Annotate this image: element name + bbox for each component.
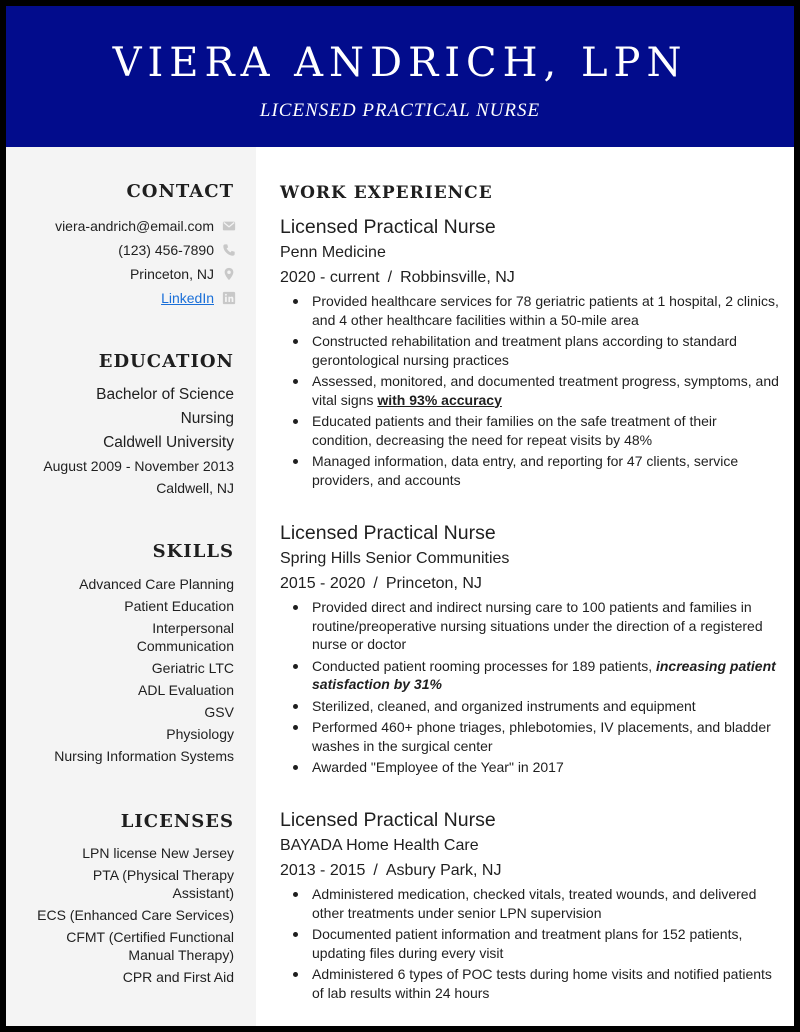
contact-email xyxy=(55,215,236,237)
contact-location xyxy=(130,263,236,285)
phone-text: (123) 456-7890 xyxy=(118,242,214,258)
work-experience-heading: WORK EXPERIENCE xyxy=(280,183,493,203)
licenses-list xyxy=(34,844,234,990)
job-location: Princeton, NJ xyxy=(385,575,482,592)
map-pin-icon xyxy=(222,267,236,281)
job-location: Robbinsville, NJ xyxy=(400,269,515,286)
contact-linkedin xyxy=(161,287,236,309)
job-entry xyxy=(280,214,780,492)
bullet-item: Constructed rehabilitation and treatment plans according to standard gerontological nursing practices xyxy=(280,332,780,369)
skill-item: ADL Evaluation xyxy=(138,682,234,698)
job-meta xyxy=(280,859,780,883)
location-text: Princeton, NJ xyxy=(129,266,214,282)
contact-heading: CONTACT xyxy=(126,181,234,202)
education-heading: EDUCATION xyxy=(98,351,234,372)
job-company: Penn Medicine xyxy=(280,244,386,261)
job-entry xyxy=(280,807,780,1005)
job-title: Licensed Practical Nurse xyxy=(280,522,496,544)
email-text[interactable]: viera-andrich@email.com xyxy=(55,218,214,234)
bullet-highlight: increasing patient satisfaction by 31% xyxy=(312,657,776,692)
bullet-item: Provided healthcare services for 78 geriatric patients at 1 hospital, 2 clinics, and 4 other healthcare facilities within a 50-mile area xyxy=(280,292,780,329)
job-bullets xyxy=(280,598,780,777)
job-separator: / xyxy=(373,575,378,592)
bullet-item: Performed 460+ phone triages, phlebotomies, IV placements, and bladder washes in the surgical center xyxy=(280,718,780,755)
bullet-highlight: with 93% accuracy xyxy=(377,391,502,408)
bullet-item: Sterilized, cleaned, and organized instruments and equipment xyxy=(280,697,780,716)
license-item: ECS (Enhanced Care Services) xyxy=(37,907,234,923)
skill-item: Physiology xyxy=(166,726,234,742)
skill-item: Interpersonal Communication xyxy=(136,620,234,654)
bullet-item: Documented patient information and treatment plans for 152 patients, updating files during every visit xyxy=(280,925,780,962)
licenses-heading: LICENSES xyxy=(120,811,234,832)
education-location: Caldwell, NJ xyxy=(156,480,234,496)
education-entry xyxy=(14,383,234,499)
license-item: PTA (Physical Therapy Assistant) xyxy=(92,867,234,901)
license-item: CFMT (Certified Functional Manual Therapy) xyxy=(66,929,234,963)
sidebar xyxy=(6,147,256,1026)
linkedin-link[interactable]: LinkedIn xyxy=(161,290,214,306)
skill-item: GSV xyxy=(204,704,234,720)
education-dates: August 2009 - November 2013 xyxy=(43,458,234,474)
school: Caldwell University xyxy=(103,434,234,451)
skill-item: Nursing Information Systems xyxy=(54,748,234,764)
job-bullets xyxy=(280,885,780,1002)
job-dates: 2020 - current xyxy=(280,269,380,286)
bullet-text: Assessed, monitored, and documented treatment progress, symptoms, and vital signs xyxy=(312,373,779,408)
job-meta xyxy=(280,572,780,596)
skill-item: Advanced Care Planning xyxy=(79,576,234,592)
license-item: LPN license New Jersey xyxy=(82,845,234,861)
candidate-name: VIERA ANDRICH, LPN xyxy=(112,40,688,86)
job-dates: 2015 - 2020 xyxy=(280,575,366,592)
skill-item: Geriatric LTC xyxy=(151,660,234,676)
candidate-title: LICENSED PRACTICAL NURSE xyxy=(259,100,541,121)
job-separator: / xyxy=(373,862,378,879)
bullet-item: Administered medication, checked vitals, treated wounds, and delivered other treatments under senior LPN supervision xyxy=(280,885,780,922)
skills-list xyxy=(34,575,234,769)
bullet-item: Managed information, data entry, and reporting for 47 clients, service providers, and accounts xyxy=(280,452,780,489)
job-entry xyxy=(280,520,780,780)
license-item: CPR and First Aid xyxy=(122,969,234,985)
job-company: Spring Hills Senior Communities xyxy=(280,550,510,567)
contact-phone xyxy=(118,239,236,261)
bullet-item xyxy=(280,372,780,409)
job-separator: / xyxy=(387,269,393,286)
envelope-icon xyxy=(222,219,236,233)
major: Nursing xyxy=(180,410,234,427)
job-meta xyxy=(280,266,780,290)
resume-page xyxy=(6,6,794,1026)
skill-item: Patient Education xyxy=(124,598,234,614)
bullet-item: Awarded "Employee of the Year" in 2017 xyxy=(280,758,780,777)
bullet-item: Administered 6 types of POC tests during home visits and notified patients of lab results within 24 hours xyxy=(280,965,780,1002)
bullet-item xyxy=(280,657,780,694)
resume-header xyxy=(6,6,794,147)
degree: Bachelor of Science xyxy=(96,386,234,403)
phone-icon xyxy=(222,243,236,257)
bullet-text: Conducted patient rooming processes for 189 patients, xyxy=(312,657,656,674)
job-dates: 2013 - 2015 xyxy=(280,862,366,879)
job-bullets xyxy=(280,292,780,489)
bullet-item: Provided direct and indirect nursing care to 100 patients and families in routine/preoperative nursing situations under the direction of a registered nurse or doctor xyxy=(280,598,780,654)
job-title: Licensed Practical Nurse xyxy=(280,216,496,238)
linkedin-icon xyxy=(222,291,236,305)
job-title: Licensed Practical Nurse xyxy=(280,809,496,831)
skills-heading: SKILLS xyxy=(152,541,234,562)
job-company: BAYADA Home Health Care xyxy=(280,837,479,854)
job-location: Asbury Park, NJ xyxy=(385,862,502,879)
bullet-item: Educated patients and their families on the safe treatment of their condition, decreasing the need for repeat visits by 48% xyxy=(280,412,780,449)
